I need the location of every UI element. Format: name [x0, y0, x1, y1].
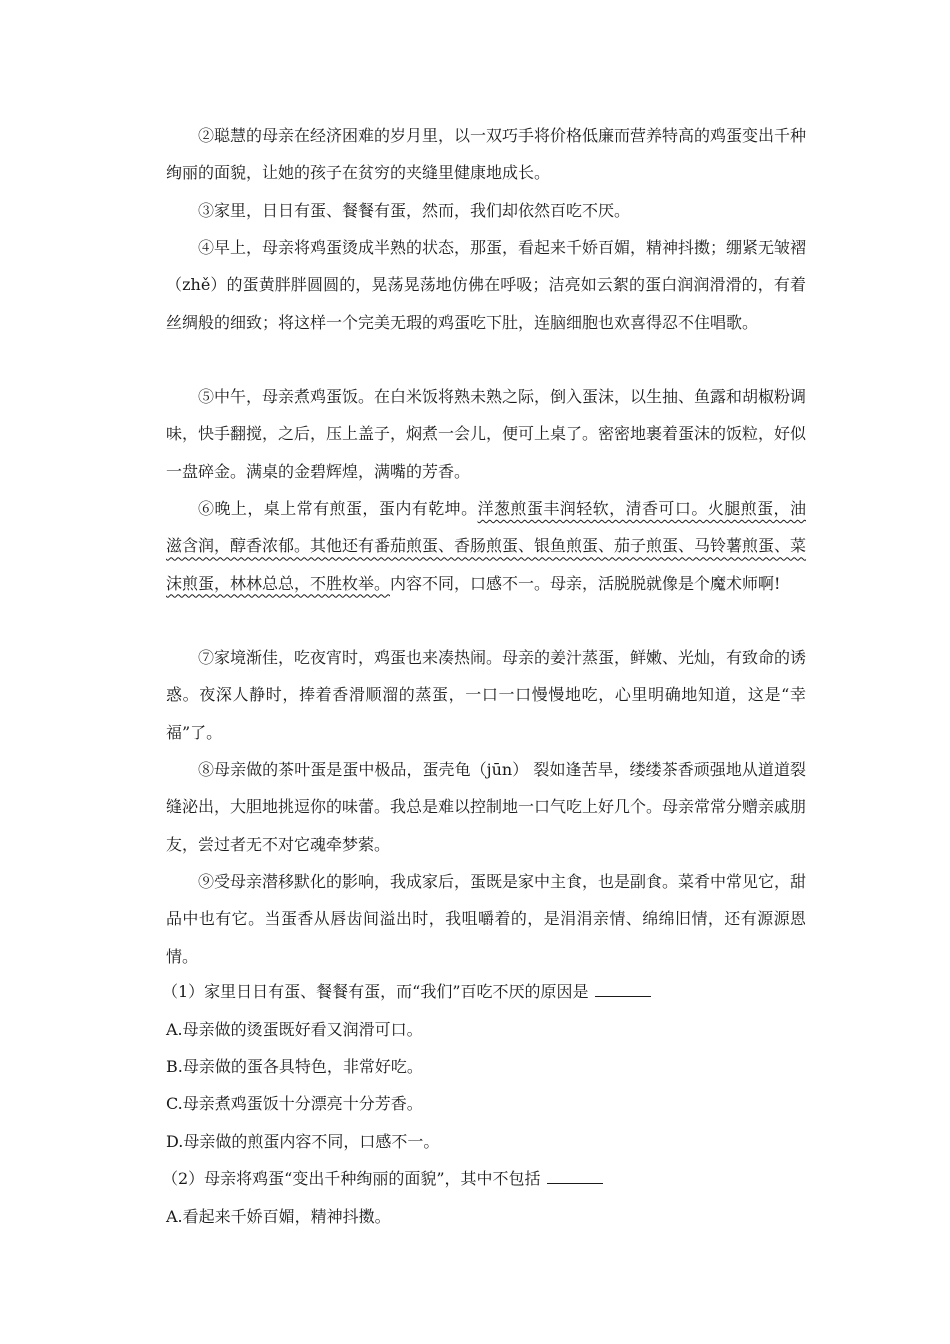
paragraph-8: ⑧母亲做的茶叶蛋是蛋中极品，蛋壳龟（jūn） 裂如逢苦旱，缕缕茶香顽强地从道道裂缝泌出，大胆地挑逗你的味蕾。我总是难以控制地一口气吃上好几个。母亲常常分赠亲戚朋友，尝过者无不对它魂牵梦萦。 [166, 760, 807, 854]
answer-blank-2[interactable] [547, 1169, 603, 1184]
question-2-stem [162, 1168, 802, 1190]
question-1-option-c: C.母亲煮鸡蛋饭十分漂亮十分芳香。 [166, 1094, 423, 1113]
paragraph-2: ②聪慧的母亲在经济困难的岁月里，以一双巧手将价格低廉而营养特高的鸡蛋变出千种绚丽的面貌，让她的孩子在贫穷的夹缝里健康地成长。 [166, 126, 807, 183]
paragraph-6 [166, 490, 806, 602]
question-1-text: （1）家里日日有蛋、餐餐有蛋，而“我们”百吃不厌的原因是 [162, 982, 589, 1001]
paragraph-3: ③家里，日日有蛋、餐餐有蛋，然而，我们却依然百吃不厌。 [198, 201, 631, 220]
question-1-option-d: D.母亲做的煎蛋内容不同，口感不一。 [166, 1132, 440, 1151]
wavy-underlined-passage: 洋葱煎蛋丰润轻软，清香可口。火腿煎蛋，油滋含润，醇香浓郁。其他还有番茄煎蛋、香肠煎蛋、银鱼煎蛋、茄子煎蛋、马铃薯煎蛋、菜沫煎蛋，林林总总，不胜枚举。 [166, 499, 807, 593]
paragraph-9: ⑨受母亲潜移默化的影响，我成家后，蛋既是家中主食，也是副食。菜肴中常见它，甜品中也有它。当蛋香从唇齿间溢出时，我咀嚼着的，是涓涓亲情、绵绵旧情，还有源源恩情。 [166, 872, 807, 966]
question-1-stem [162, 981, 802, 1003]
paragraph-7: ⑦家境渐佳，吃夜宵时，鸡蛋也来凑热闹。母亲的姜汁蒸蛋，鲜嫩、光灿，有致命的诱惑。夜深人静时，捧着香滑顺溜的蒸蛋，一口一口慢慢地吃，心里明确地知道，这是“幸福”了。 [166, 648, 807, 742]
question-2-option-a: A.看起来千娇百媚，精神抖擞。 [166, 1207, 391, 1226]
paragraph-6-lead: ⑥晚上，桌上常有煎蛋，蛋内有乾坤。 [198, 499, 478, 518]
answer-blank-1[interactable] [595, 982, 651, 997]
paragraph-6-tail: 内容不同，口感不一。母亲，活脱脱就像是个魔术师啊! [390, 573, 781, 593]
paragraph-5: ⑤中午，母亲煮鸡蛋饭。在白米饭将熟未熟之际，倒入蛋沫，以生抽、鱼露和胡椒粉调味，快手翻搅，之后，压上盖子，焖煮一会儿，便可上桌了。密密地裹着蛋沫的饭粒，好似一盘碎金。满桌的金碧辉煌，满嘴的芳香。 [166, 387, 807, 481]
question-1-option-a: A.母亲做的烫蛋既好看又润滑可口。 [166, 1020, 423, 1039]
question-2-text: （2）母亲将鸡蛋“变出千种绚丽的面貌”，其中不包括 [162, 1169, 541, 1188]
question-1-option-b: B.母亲做的蛋各具特色，非常好吃。 [166, 1057, 423, 1076]
paragraph-4: ④早上，母亲将鸡蛋烫成半熟的状态，那蛋，看起来千娇百媚，精神抖擞；绷紧无皱褶（zhě）的蛋黄胖胖圆圆的，晃荡晃荡地仿佛在呼吸；洁亮如云絮的蛋白润润滑滑的，有着丝绸般的细致；将这样一个完美无瑕的鸡蛋吃下肚，连脑细胞也欢喜得忍不住唱歌。 [166, 238, 807, 332]
